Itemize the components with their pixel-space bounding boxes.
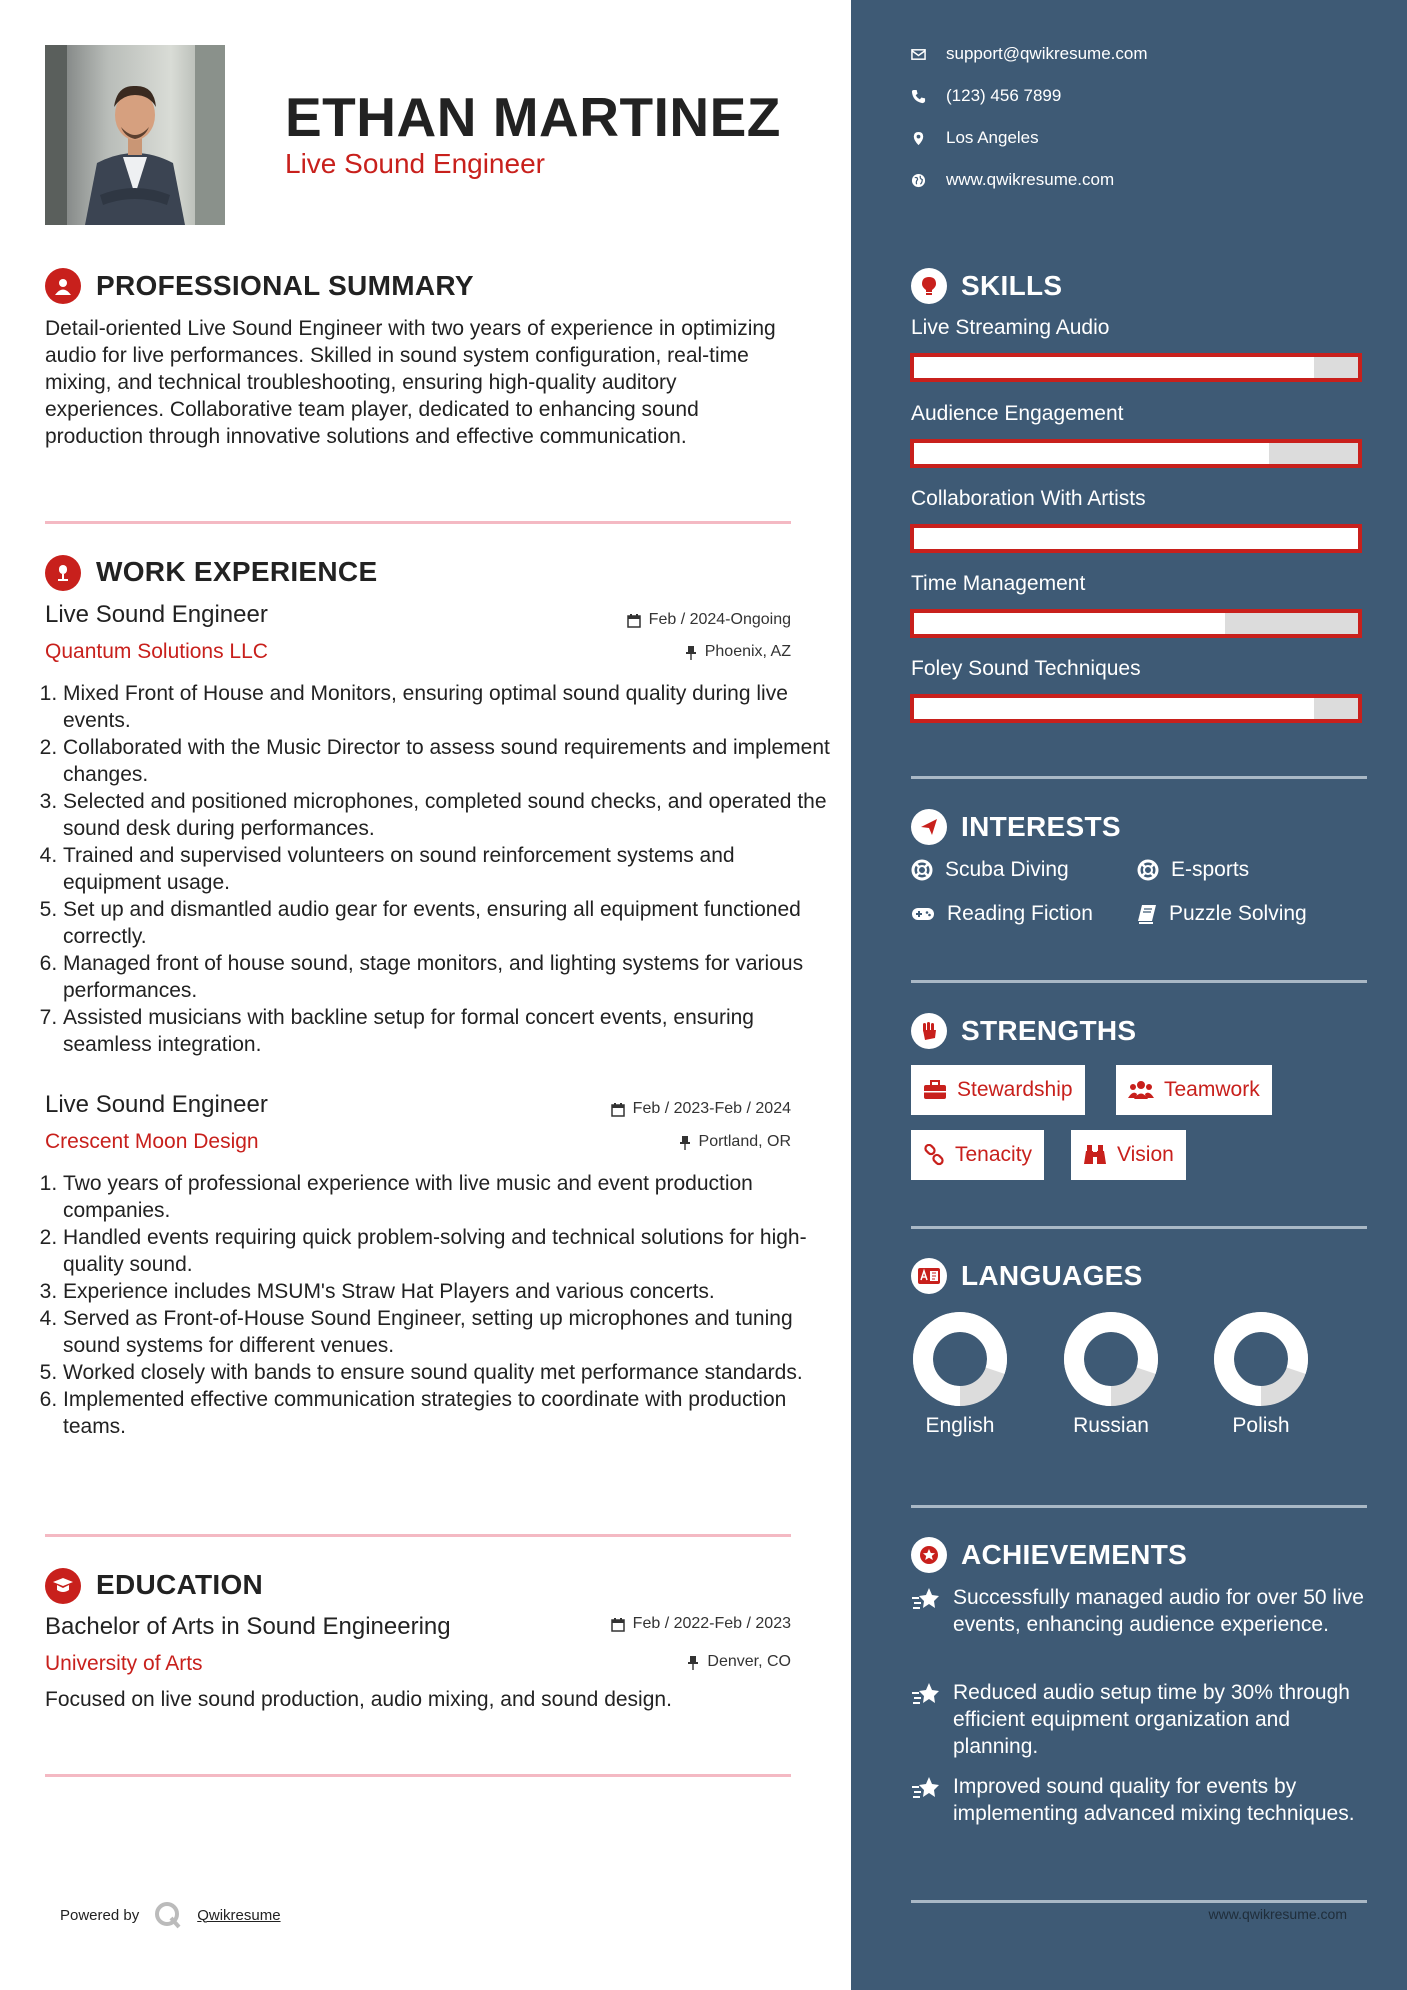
list-item: 6. Implemented effective communication strategies to coordinate with production teams. bbox=[63, 1386, 833, 1440]
strength-tag bbox=[1071, 1130, 1186, 1180]
language-donut bbox=[1056, 1304, 1166, 1414]
job-bullets bbox=[28, 680, 833, 1058]
education-dates-text: Feb / 2022-Feb / 2023 bbox=[632, 1615, 791, 1632]
education-dates bbox=[611, 1615, 791, 1633]
strength-tag bbox=[1116, 1065, 1272, 1115]
job-company: Quantum Solutions LLC bbox=[45, 640, 268, 663]
qwikresume-logo-icon bbox=[153, 1900, 183, 1930]
job-dates bbox=[611, 1100, 791, 1118]
job-location-text: Portland, OR bbox=[698, 1133, 791, 1150]
skill-bar bbox=[910, 609, 1362, 638]
contact-email bbox=[911, 44, 1148, 64]
strengths-heading: STRENGTHS bbox=[961, 1015, 1137, 1046]
job-dates bbox=[627, 611, 791, 629]
skill-bar bbox=[910, 694, 1362, 723]
strength-label: Teamwork bbox=[1164, 1078, 1260, 1101]
shooting-star-icon bbox=[911, 1681, 941, 1707]
language-item bbox=[1056, 1304, 1166, 1437]
envelope-icon bbox=[911, 47, 926, 62]
job-title: Live Sound Engineer bbox=[45, 1091, 268, 1118]
interest-label: E-sports bbox=[1171, 858, 1250, 881]
job-title: Live Sound Engineer bbox=[45, 601, 268, 628]
footer-website[interactable]: www.qwikresume.com bbox=[1208, 1906, 1347, 1922]
star-badge-icon bbox=[911, 1537, 947, 1573]
language-donut bbox=[1206, 1304, 1316, 1414]
website-text[interactable]: www.qwikresume.com bbox=[946, 170, 1115, 189]
qwikresume-link[interactable]: Qwikresume bbox=[197, 1906, 281, 1924]
achievement-item bbox=[911, 1584, 1371, 1638]
language-item bbox=[905, 1304, 1015, 1437]
candidate-name: ETHAN MARTINEZ bbox=[285, 86, 781, 148]
achievement-text: Improved sound quality for events by implementing advanced mixing techniques. bbox=[953, 1775, 1355, 1825]
interest-item bbox=[1137, 858, 1249, 882]
pin-icon bbox=[685, 645, 697, 660]
section-divider bbox=[45, 521, 791, 524]
job-bullets bbox=[28, 1170, 833, 1440]
profile-photo bbox=[45, 45, 225, 225]
interest-item bbox=[911, 858, 1069, 882]
email-text: support@qwikresume.com bbox=[946, 44, 1148, 63]
language-donut bbox=[905, 1304, 1015, 1414]
strength-tag bbox=[911, 1065, 1085, 1115]
section-divider bbox=[45, 1534, 791, 1537]
podium-icon bbox=[45, 555, 81, 591]
achievement-text: Successfully managed audio for over 50 live events, enhancing audience experience. bbox=[953, 1586, 1364, 1636]
language-label: Russian bbox=[1073, 1414, 1149, 1437]
shooting-star-icon bbox=[911, 1586, 941, 1612]
contact-location bbox=[911, 128, 1039, 148]
binoculars-icon bbox=[1083, 1144, 1107, 1166]
link-icon bbox=[923, 1144, 945, 1166]
list-item: 1. Mixed Front of House and Monitors, ensuring optimal sound quality during live events. bbox=[63, 680, 833, 734]
skill-bar-fill bbox=[914, 357, 1314, 378]
strength-label: Stewardship bbox=[957, 1078, 1073, 1101]
skill-label: Time Management bbox=[911, 572, 1086, 595]
powered-by bbox=[60, 1900, 281, 1930]
location-pin-icon bbox=[911, 131, 926, 146]
calendar-icon bbox=[611, 1102, 625, 1117]
skill-label: Collaboration With Artists bbox=[911, 487, 1146, 510]
list-item: 1. Two years of professional experience with live music and event production companies. bbox=[63, 1170, 833, 1224]
interest-label: Puzzle Solving bbox=[1169, 902, 1307, 925]
education-description: Focused on live sound production, audio mixing, and sound design. bbox=[45, 1688, 672, 1711]
book-icon bbox=[1137, 904, 1157, 924]
skill-bar-fill bbox=[914, 698, 1314, 719]
interest-label: Reading Fiction bbox=[947, 902, 1093, 925]
languages-heading: LANGUAGES bbox=[961, 1260, 1143, 1291]
user-icon bbox=[45, 268, 81, 304]
interest-label: Scuba Diving bbox=[945, 858, 1069, 881]
sidebar bbox=[851, 0, 1407, 1990]
section-divider bbox=[911, 1505, 1367, 1508]
calendar-icon bbox=[627, 613, 641, 628]
education-heading: EDUCATION bbox=[96, 1569, 264, 1600]
achievement-item bbox=[911, 1773, 1371, 1827]
skill-bar-fill bbox=[914, 528, 1358, 549]
education-degree: Bachelor of Arts in Sound Engineering bbox=[45, 1613, 451, 1640]
strength-label: Vision bbox=[1117, 1143, 1174, 1166]
list-item: 2. Collaborated with the Music Director to assess sound requirements and implement changes. bbox=[63, 734, 833, 788]
experience-heading: WORK EXPERIENCE bbox=[96, 556, 378, 587]
skill-bar-fill bbox=[914, 613, 1225, 634]
job-dates-text: Feb / 2023-Feb / 2024 bbox=[632, 1100, 791, 1117]
lightbulb-icon bbox=[911, 268, 947, 304]
language-item bbox=[1206, 1304, 1316, 1437]
pin-icon bbox=[687, 1655, 699, 1670]
shooting-star-icon bbox=[911, 1775, 941, 1801]
list-item: 6. Managed front of house sound, stage monitors, and lighting systems for various performances. bbox=[63, 950, 833, 1004]
location-text: Los Angeles bbox=[946, 128, 1039, 147]
list-item: 3. Experience includes MSUM's Straw Hat Players and various concerts. bbox=[63, 1278, 833, 1305]
pin-icon bbox=[679, 1135, 691, 1150]
section-divider bbox=[911, 776, 1367, 779]
skill-bar-fill bbox=[914, 443, 1269, 464]
summary-text: Detail-oriented Live Sound Engineer with two years of experience in optimizing audio for live performances. Skilled in sound system configuration, real-time mixing, and technical troubleshooting, ensuring high-quality auditory experiences. Collaborative team player, dedicated to enhancing sound production through innovative solutions and effective communication. bbox=[45, 317, 776, 448]
phone-icon bbox=[911, 89, 926, 104]
powered-by-label: Powered by bbox=[60, 1906, 140, 1924]
skill-label: Live Streaming Audio bbox=[911, 316, 1110, 339]
list-item: 3. Selected and positioned microphones, completed sound checks, and operated the sound desk during performances. bbox=[63, 788, 833, 842]
education-location bbox=[687, 1653, 791, 1671]
interests-heading: INTERESTS bbox=[961, 811, 1121, 842]
job-location bbox=[679, 1133, 791, 1151]
language-label: Polish bbox=[1232, 1414, 1290, 1437]
graduation-icon bbox=[45, 1568, 81, 1604]
list-item: 5. Worked closely with bands to ensure sound quality met performance standards. bbox=[63, 1359, 833, 1386]
calendar-icon bbox=[611, 1617, 625, 1632]
fist-icon bbox=[911, 1013, 947, 1049]
contact-website bbox=[911, 170, 1114, 190]
language-label: English bbox=[925, 1414, 995, 1437]
section-divider bbox=[911, 1900, 1367, 1903]
summary-heading: PROFESSIONAL SUMMARY bbox=[96, 270, 474, 301]
list-item: 2. Handled events requiring quick problem-solving and technical solutions for high-quality sound. bbox=[63, 1224, 833, 1278]
life-ring-icon bbox=[911, 859, 933, 881]
skill-bar bbox=[910, 524, 1362, 553]
achievement-item bbox=[911, 1679, 1371, 1760]
skill-bar bbox=[910, 439, 1362, 468]
job-location-text: Phoenix, AZ bbox=[704, 643, 791, 660]
education-location-text: Denver, CO bbox=[707, 1653, 791, 1670]
achievements-heading: ACHIEVEMENTS bbox=[961, 1539, 1188, 1570]
interest-item bbox=[1137, 902, 1307, 926]
list-item: 4. Served as Front-of-House Sound Engineer, setting up microphones and tuning sound systems for different venues. bbox=[63, 1305, 833, 1359]
list-item: 4. Trained and supervised volunteers on sound reinforcement systems and equipment usage. bbox=[63, 842, 833, 896]
paper-plane-icon bbox=[911, 809, 947, 845]
section-divider bbox=[911, 1226, 1367, 1229]
candidate-title: Live Sound Engineer bbox=[285, 148, 545, 179]
section-divider bbox=[911, 980, 1367, 983]
globe-icon bbox=[911, 173, 926, 188]
list-item: 5. Set up and dismantled audio gear for events, ensuring all equipment functioned correctly. bbox=[63, 896, 833, 950]
list-item: 7. Assisted musicians with backline setup for formal concert events, ensuring seamless integration. bbox=[63, 1004, 833, 1058]
skill-bar bbox=[910, 353, 1362, 382]
language-icon bbox=[911, 1258, 947, 1294]
job-company: Crescent Moon Design bbox=[45, 1130, 259, 1153]
contact-phone bbox=[911, 86, 1061, 106]
skills-heading: SKILLS bbox=[961, 270, 1063, 301]
interest-item bbox=[911, 902, 1093, 926]
users-icon bbox=[1128, 1080, 1154, 1100]
job-location bbox=[685, 643, 791, 661]
phone-text: (123) 456 7899 bbox=[946, 86, 1062, 105]
section-divider bbox=[45, 1774, 791, 1777]
education-school: University of Arts bbox=[45, 1652, 203, 1675]
life-ring-icon bbox=[1137, 859, 1159, 881]
strength-tag bbox=[911, 1130, 1044, 1180]
strength-label: Tenacity bbox=[955, 1143, 1033, 1166]
briefcase-icon bbox=[923, 1080, 947, 1100]
skill-label: Foley Sound Techniques bbox=[911, 657, 1141, 680]
skill-label: Audience Engagement bbox=[911, 402, 1124, 425]
achievement-text: Reduced audio setup time by 30% through efficient equipment organization and planning. bbox=[953, 1681, 1350, 1758]
gamepad-icon bbox=[911, 905, 935, 923]
job-dates-text: Feb / 2024-Ongoing bbox=[648, 611, 791, 628]
